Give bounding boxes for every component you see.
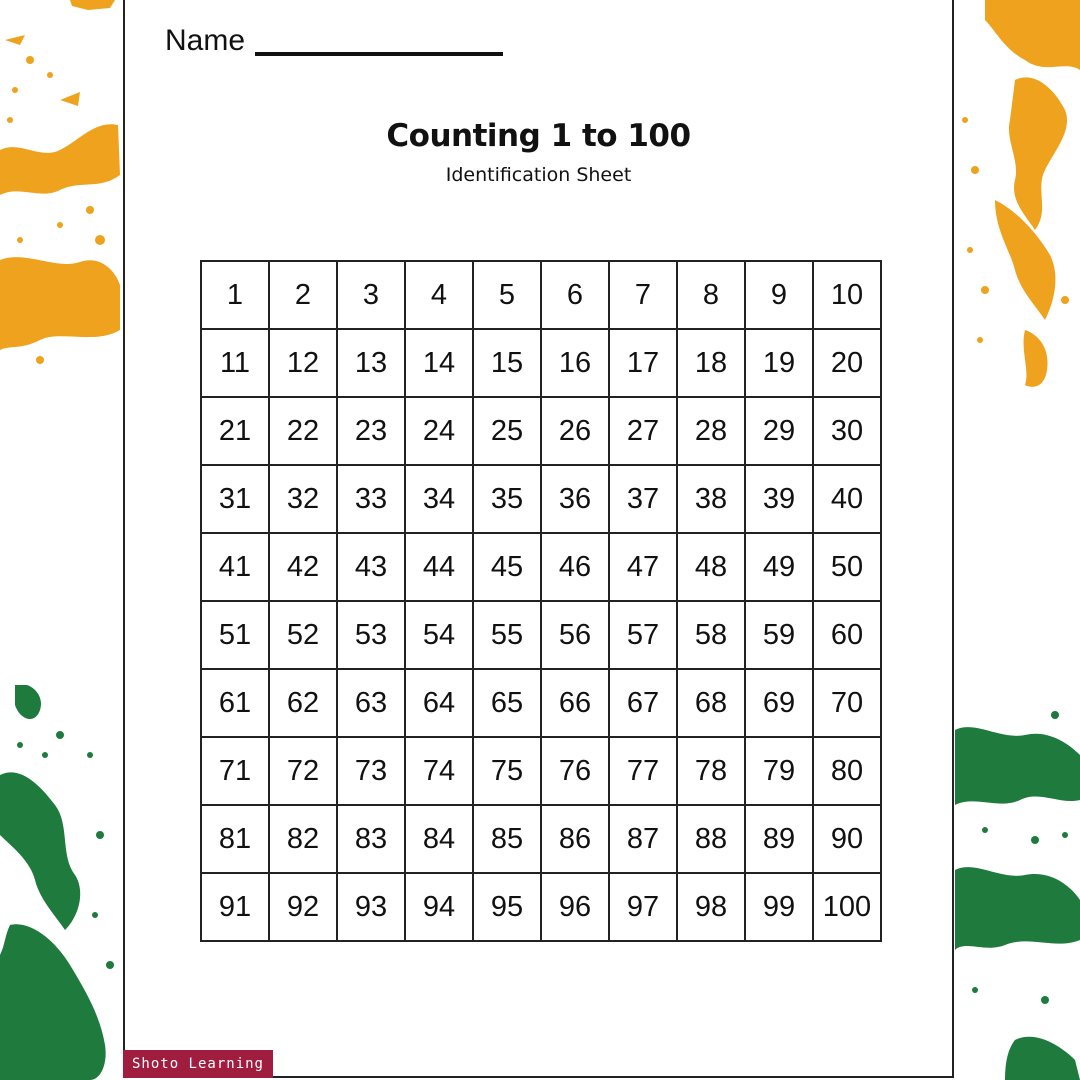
grid-cell: 6	[541, 261, 609, 329]
grid-cell: 21	[201, 397, 269, 465]
grid-row	[201, 533, 881, 601]
grid-cell: 9	[745, 261, 813, 329]
grid-cell: 84	[405, 805, 473, 873]
grid-cell: 57	[609, 601, 677, 669]
grid-cell: 4	[405, 261, 473, 329]
grid-cell: 8	[677, 261, 745, 329]
grid-cell: 24	[405, 397, 473, 465]
grid-cell: 82	[269, 805, 337, 873]
orange-splatter-top-left	[0, 0, 125, 370]
number-grid	[200, 260, 882, 942]
grid-row	[201, 397, 881, 465]
grid-cell: 36	[541, 465, 609, 533]
grid-cell: 93	[337, 873, 405, 941]
grid-cell: 15	[473, 329, 541, 397]
grid-cell: 100	[813, 873, 881, 941]
grid-cell: 1	[201, 261, 269, 329]
grid-cell: 71	[201, 737, 269, 805]
grid-cell: 31	[201, 465, 269, 533]
grid-cell: 23	[337, 397, 405, 465]
grid-cell: 10	[813, 261, 881, 329]
grid-row	[201, 601, 881, 669]
grid-cell: 92	[269, 873, 337, 941]
grid-cell: 5	[473, 261, 541, 329]
grid-cell: 14	[405, 329, 473, 397]
grid-cell: 41	[201, 533, 269, 601]
grid-cell: 20	[813, 329, 881, 397]
grid-cell: 62	[269, 669, 337, 737]
grid-cell: 63	[337, 669, 405, 737]
grid-cell: 12	[269, 329, 337, 397]
grid-row	[201, 261, 881, 329]
grid-cell: 3	[337, 261, 405, 329]
orange-splatter-top-right	[955, 0, 1080, 395]
grid-cell: 75	[473, 737, 541, 805]
grid-row	[201, 329, 881, 397]
grid-cell: 98	[677, 873, 745, 941]
grid-cell: 26	[541, 397, 609, 465]
grid-cell: 87	[609, 805, 677, 873]
grid-cell: 52	[269, 601, 337, 669]
grid-cell: 32	[269, 465, 337, 533]
grid-cell: 94	[405, 873, 473, 941]
worksheet-subtitle: Identification Sheet	[445, 164, 632, 186]
grid-cell: 29	[745, 397, 813, 465]
grid-row	[201, 737, 881, 805]
grid-cell: 7	[609, 261, 677, 329]
grid-cell: 80	[813, 737, 881, 805]
grid-row	[201, 873, 881, 941]
grid-cell: 51	[201, 601, 269, 669]
worksheet-title: Counting 1 to 100	[386, 118, 691, 154]
grid-cell: 2	[269, 261, 337, 329]
grid-cell: 67	[609, 669, 677, 737]
grid-cell: 44	[405, 533, 473, 601]
grid-cell: 25	[473, 397, 541, 465]
name-label: Name	[165, 24, 246, 57]
green-splatter-bottom-right	[955, 710, 1080, 1080]
grid-cell: 33	[337, 465, 405, 533]
grid-cell: 13	[337, 329, 405, 397]
grid-cell: 81	[201, 805, 269, 873]
grid-cell: 49	[745, 533, 813, 601]
grid-cell: 30	[813, 397, 881, 465]
grid-cell: 28	[677, 397, 745, 465]
grid-cell: 86	[541, 805, 609, 873]
grid-row	[201, 669, 881, 737]
grid-cell: 38	[677, 465, 745, 533]
grid-cell: 54	[405, 601, 473, 669]
grid-cell: 19	[745, 329, 813, 397]
grid-cell: 59	[745, 601, 813, 669]
grid-cell: 45	[473, 533, 541, 601]
grid-cell: 46	[541, 533, 609, 601]
name-field	[165, 26, 503, 56]
grid-cell: 22	[269, 397, 337, 465]
grid-cell: 16	[541, 329, 609, 397]
grid-cell: 95	[473, 873, 541, 941]
grid-cell: 47	[609, 533, 677, 601]
grid-cell: 68	[677, 669, 745, 737]
grid-cell: 39	[745, 465, 813, 533]
grid-cell: 96	[541, 873, 609, 941]
grid-cell: 79	[745, 737, 813, 805]
brand-badge: Shoto Learning	[123, 1050, 273, 1078]
grid-cell: 90	[813, 805, 881, 873]
green-splatter-bottom-left	[0, 685, 125, 1080]
grid-row	[201, 465, 881, 533]
grid-cell: 70	[813, 669, 881, 737]
grid-cell: 85	[473, 805, 541, 873]
grid-cell: 64	[405, 669, 473, 737]
grid-cell: 73	[337, 737, 405, 805]
grid-cell: 91	[201, 873, 269, 941]
grid-cell: 55	[473, 601, 541, 669]
grid-cell: 42	[269, 533, 337, 601]
grid-cell: 77	[609, 737, 677, 805]
grid-cell: 35	[473, 465, 541, 533]
name-blank-line	[255, 52, 503, 56]
grid-cell: 40	[813, 465, 881, 533]
grid-row	[201, 805, 881, 873]
grid-cell: 18	[677, 329, 745, 397]
grid-cell: 58	[677, 601, 745, 669]
grid-cell: 17	[609, 329, 677, 397]
grid-cell: 43	[337, 533, 405, 601]
grid-cell: 53	[337, 601, 405, 669]
grid-cell: 37	[609, 465, 677, 533]
grid-cell: 11	[201, 329, 269, 397]
grid-cell: 50	[813, 533, 881, 601]
grid-cell: 89	[745, 805, 813, 873]
grid-cell: 65	[473, 669, 541, 737]
grid-cell: 99	[745, 873, 813, 941]
worksheet-page	[123, 0, 954, 1078]
grid-cell: 83	[337, 805, 405, 873]
grid-cell: 76	[541, 737, 609, 805]
grid-cell: 66	[541, 669, 609, 737]
grid-cell: 60	[813, 601, 881, 669]
grid-cell: 27	[609, 397, 677, 465]
grid-cell: 97	[609, 873, 677, 941]
grid-cell: 69	[745, 669, 813, 737]
grid-cell: 61	[201, 669, 269, 737]
grid-cell: 88	[677, 805, 745, 873]
grid-cell: 48	[677, 533, 745, 601]
grid-cell: 34	[405, 465, 473, 533]
grid-cell: 56	[541, 601, 609, 669]
grid-cell: 72	[269, 737, 337, 805]
grid-cell: 74	[405, 737, 473, 805]
grid-cell: 78	[677, 737, 745, 805]
